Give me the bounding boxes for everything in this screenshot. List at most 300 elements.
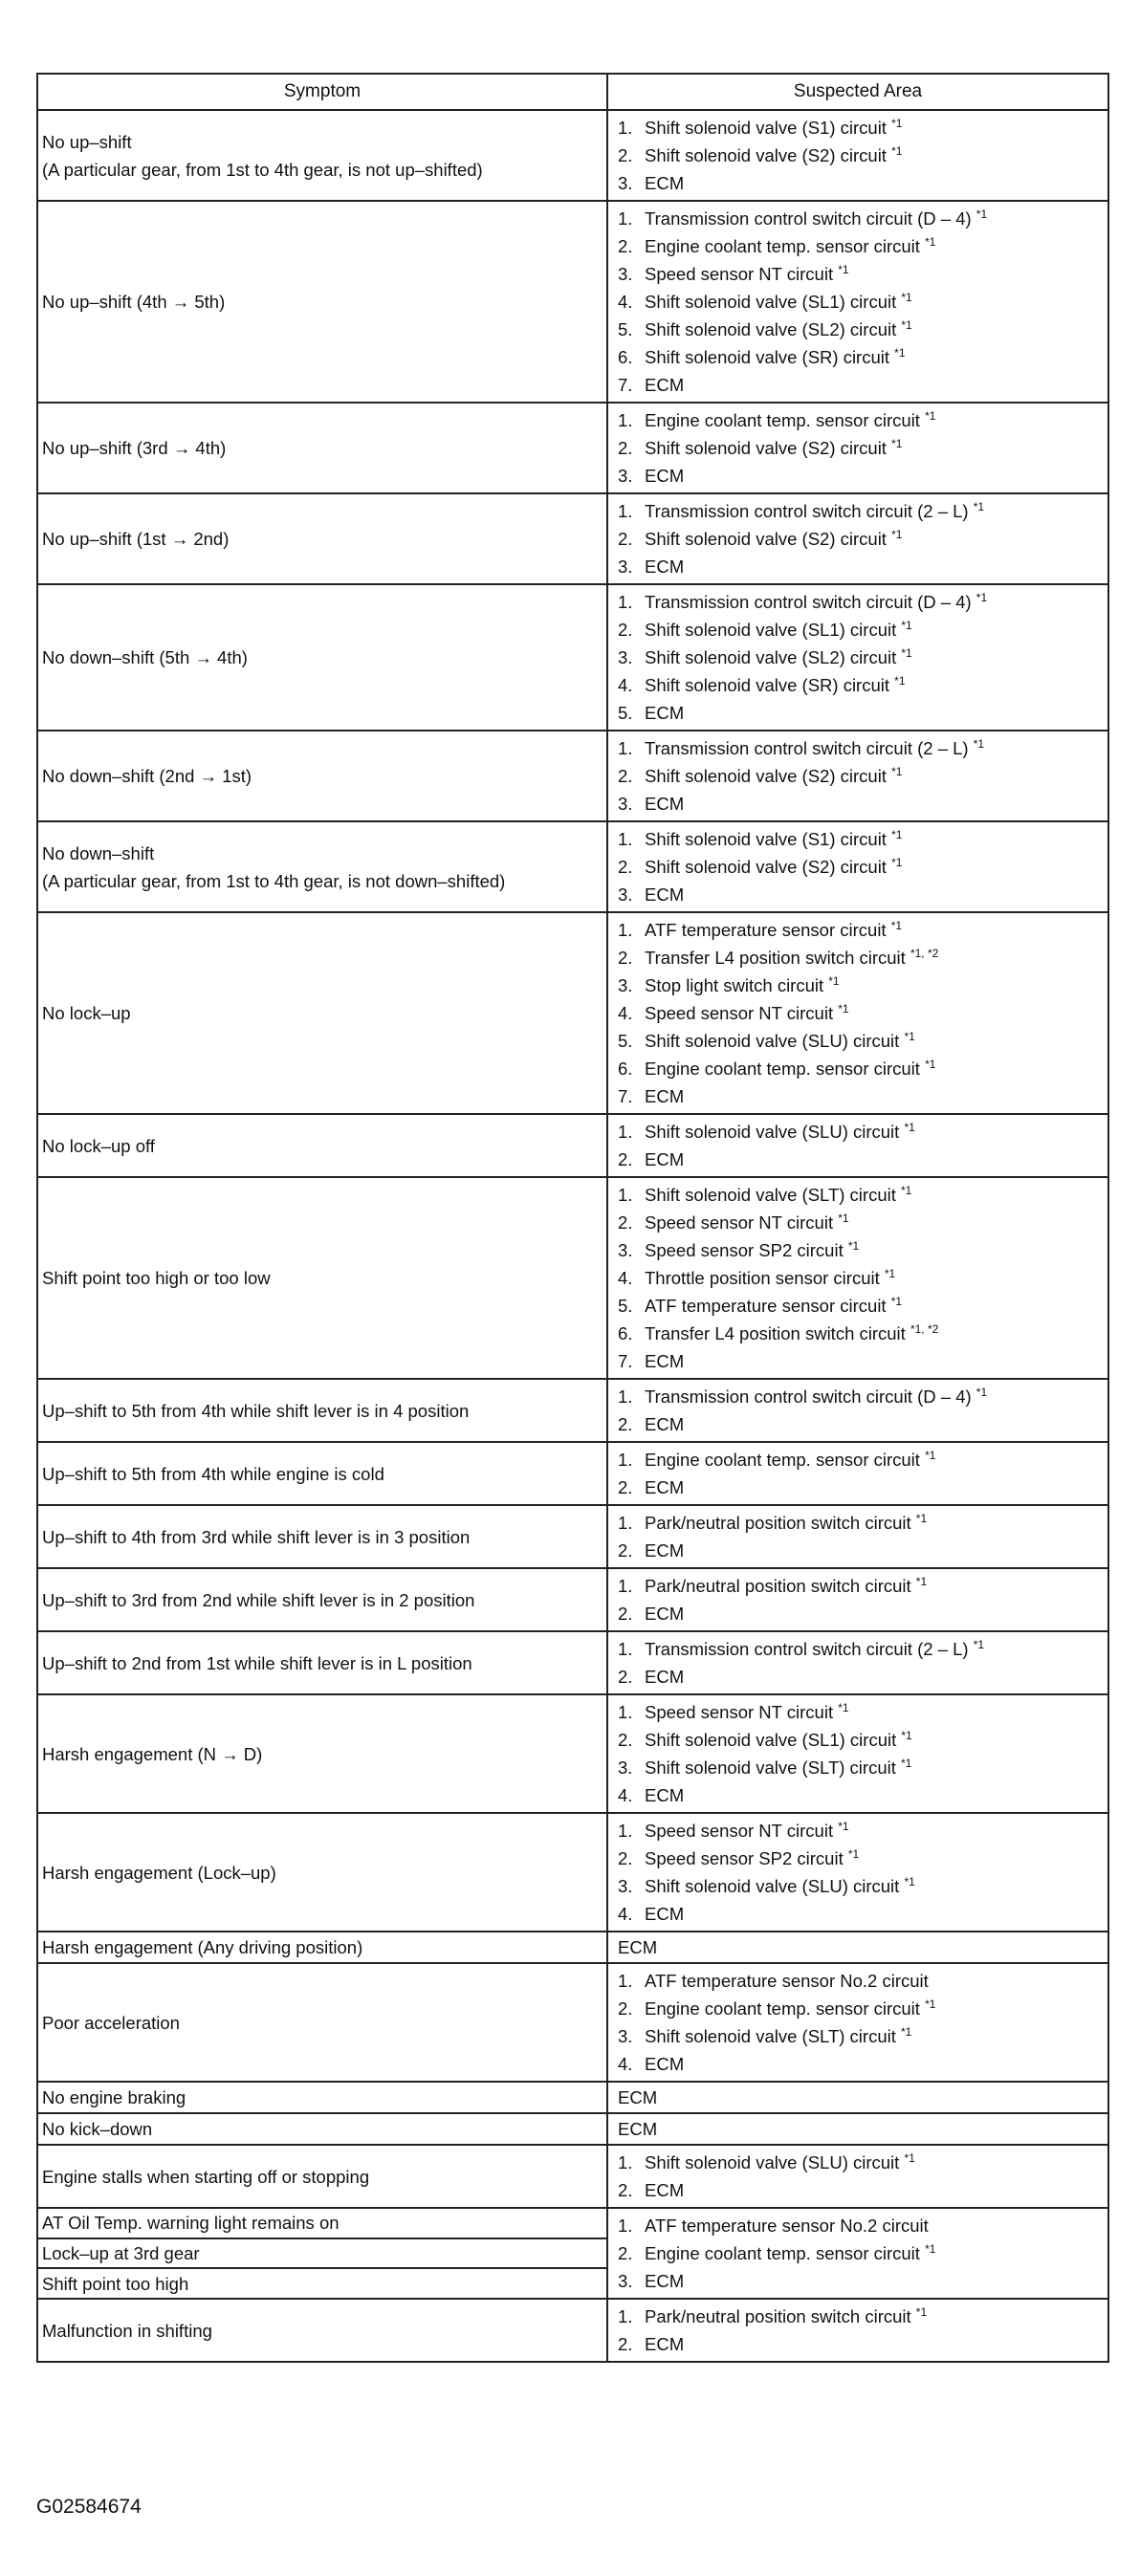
list-item — [618, 316, 1107, 343]
item-number: 3. — [618, 975, 633, 995]
suspected-area-cell — [607, 1568, 1108, 1631]
table-row — [37, 201, 1108, 403]
list-item — [618, 2330, 1107, 2358]
table-row — [37, 1442, 1108, 1505]
item-number: 1. — [618, 2216, 633, 2236]
table-row — [37, 1379, 1108, 1442]
item-text: ECM — [645, 884, 685, 905]
list-item — [618, 1446, 1107, 1474]
suspected-area-cell — [607, 584, 1108, 731]
footnote-mark: *1 — [891, 117, 903, 130]
list-item — [618, 2149, 1107, 2176]
list-item — [618, 1027, 1107, 1055]
footnote-mark: *1 — [901, 2025, 912, 2039]
suspected-area-list — [618, 1635, 1107, 1691]
item-number: 1. — [618, 1513, 633, 1533]
symptom-text: Up–shift to 5th from 4th while shift lever is in 4 position — [42, 1400, 470, 1421]
list-item — [618, 1754, 1107, 1781]
list-item — [618, 790, 1107, 818]
list-item — [618, 1181, 1107, 1209]
symptom-text: No up–shift (1st → 2nd) — [42, 529, 230, 549]
item-text: Shift solenoid valve (S2) circuit — [645, 145, 887, 165]
symptom-text: Shift point too high — [42, 2273, 189, 2294]
item-number: 1. — [618, 1971, 633, 1991]
footnote-mark: *1 — [915, 1512, 928, 1525]
list-item — [618, 114, 1107, 142]
list-item — [618, 169, 1107, 197]
item-number: 1. — [618, 738, 633, 758]
footnote-mark: *1 — [838, 1002, 849, 1015]
list-item — [618, 1537, 1107, 1564]
suspected-area-cell — [607, 1813, 1108, 1932]
item-number: 1. — [618, 2306, 633, 2326]
list-item — [618, 2176, 1107, 2204]
list-item — [618, 2267, 1107, 2295]
symptom-cell — [37, 1568, 607, 1631]
item-number: 7. — [618, 1351, 633, 1371]
symptom-cell — [37, 1694, 607, 1813]
symptom-text: No engine braking — [42, 2087, 186, 2107]
item-number: 2. — [618, 1540, 633, 1561]
suspected-area-cell — [607, 1442, 1108, 1505]
list-item — [618, 497, 1107, 525]
footnote-mark: *1 — [901, 318, 912, 332]
table-row — [37, 110, 1108, 201]
item-number: 2. — [618, 857, 633, 877]
footnote-mark: *1 — [891, 856, 903, 869]
list-item — [618, 142, 1107, 169]
item-text: Park/neutral position switch circuit — [645, 2306, 911, 2326]
item-number: 3. — [618, 1240, 633, 1260]
list-item — [618, 588, 1107, 616]
item-text: Shift solenoid valve (S2) circuit — [645, 766, 887, 786]
suspected-area-list — [618, 1181, 1107, 1375]
table-row — [37, 912, 1108, 1114]
item-number: 2. — [618, 1212, 633, 1233]
item-number: 4. — [618, 2054, 633, 2074]
item-text: Engine coolant temp. sensor circuit — [645, 2243, 920, 2263]
item-text: Stop light switch circuit — [645, 975, 824, 995]
footnote-mark: *1 — [925, 409, 936, 423]
symptom-text: No down–shift — [42, 842, 155, 863]
footnote-mark: *1 — [838, 1820, 849, 1833]
list-item — [618, 616, 1107, 644]
item-text: Engine coolant temp. sensor circuit — [645, 1059, 920, 1079]
item-number: 2. — [618, 2243, 633, 2263]
item-text: Transmission control switch circuit (D – 4) — [645, 1386, 972, 1407]
list-item — [618, 1509, 1107, 1537]
item-text: ECM — [645, 1540, 685, 1561]
list-item — [618, 1209, 1107, 1236]
table-row — [37, 731, 1108, 821]
item-number: 3. — [618, 884, 633, 905]
item-number: 2. — [618, 1730, 633, 1750]
item-text: Shift solenoid valve (S2) circuit — [645, 529, 887, 549]
footnote-mark: *1 — [976, 1386, 988, 1399]
suspected-area-list — [618, 2303, 1107, 2358]
suspected-area-cell — [607, 1631, 1108, 1694]
suspected-area-cell — [607, 1505, 1108, 1568]
suspected-area-cell: ECM — [607, 1932, 1108, 1963]
list-item — [618, 1383, 1107, 1410]
item-number: 2. — [618, 1414, 633, 1434]
symptom-text: Lock–up at 3rd gear — [42, 2242, 200, 2263]
footnote-mark: *1 — [976, 207, 988, 221]
symptom-text: No down–shift (5th → 4th) — [42, 647, 248, 667]
list-item — [618, 2050, 1107, 2078]
suspected-area-list — [618, 1118, 1107, 1173]
symptom-text: Up–shift to 2nd from 1st while shift lever is in L position — [42, 1652, 472, 1673]
item-text: ECM — [645, 173, 685, 193]
table-row — [37, 403, 1108, 493]
item-number: 4. — [618, 1785, 633, 1805]
item-text: ECM — [645, 2054, 685, 2074]
symptom-text: Up–shift to 5th from 4th while engine is cold — [42, 1463, 384, 1484]
table-body — [37, 110, 1108, 2362]
suspected-area-cell — [607, 1694, 1108, 1813]
item-number: 3. — [618, 1757, 633, 1778]
item-number: 2. — [618, 2334, 633, 2354]
item-text: Engine coolant temp. sensor circuit — [645, 236, 920, 256]
symptom-text: No up–shift (4th → 5th) — [42, 292, 226, 312]
item-number: 1. — [618, 118, 633, 138]
list-item — [618, 2303, 1107, 2330]
symptom-cell — [37, 201, 607, 403]
suspected-area-cell — [607, 912, 1108, 1114]
list-item — [618, 1055, 1107, 1082]
footnote-mark: *1 — [925, 2242, 936, 2256]
item-text: ECM — [645, 1604, 685, 1624]
list-item — [618, 462, 1107, 490]
list-item — [618, 944, 1107, 971]
item-text: Shift solenoid valve (SLU) circuit — [645, 1031, 900, 1051]
item-text: ECM — [645, 1086, 685, 1106]
list-item — [618, 1410, 1107, 1438]
symptom-table — [36, 73, 1109, 2363]
item-text: Transmission control switch circuit (D – 4) — [645, 208, 972, 229]
list-item — [618, 734, 1107, 762]
symptom-cell — [37, 1505, 607, 1568]
item-number: 3. — [618, 264, 633, 284]
table-row — [37, 1568, 1108, 1631]
symptom-cell — [37, 1932, 607, 1963]
suspected-area-cell — [607, 110, 1108, 201]
symptom-cell — [37, 403, 607, 493]
suspected-area-list — [618, 1383, 1107, 1438]
list-item — [618, 525, 1107, 553]
item-number: 1. — [618, 501, 633, 521]
item-text: Speed sensor NT circuit — [645, 1212, 834, 1233]
item-number: 4. — [618, 292, 633, 312]
figure-id: G02584674 — [36, 2496, 142, 2518]
symptom-cell — [37, 2268, 607, 2299]
suspected-area-cell — [607, 1963, 1108, 2082]
list-item — [618, 1698, 1107, 1726]
item-text: ECM — [645, 1904, 685, 1924]
suspected-area-cell: ECM — [607, 2082, 1108, 2113]
item-number: 1. — [618, 410, 633, 430]
suspected-area-cell — [607, 1177, 1108, 1379]
footnote-mark: *1 — [891, 144, 903, 158]
item-number: 6. — [618, 1059, 633, 1079]
table-row — [37, 1631, 1108, 1694]
footnote-mark: *1 — [838, 263, 849, 276]
symptom-cell — [37, 1177, 607, 1379]
footnote-mark: *1 — [901, 619, 912, 632]
footnote-mark: *1 — [973, 1638, 985, 1651]
table-row — [37, 584, 1108, 731]
symptom-text: Poor acceleration — [42, 2012, 180, 2033]
suspected-area-cell — [607, 731, 1108, 821]
list-item — [618, 343, 1107, 371]
suspected-area-list — [618, 1817, 1107, 1928]
list-item — [618, 1663, 1107, 1691]
list-item — [618, 1967, 1107, 1995]
item-number: 1. — [618, 1122, 633, 1142]
diagnosis-sheet — [36, 73, 1107, 2363]
table-row — [37, 1114, 1108, 1177]
list-item — [618, 1264, 1107, 1292]
item-text: Shift solenoid valve (S2) circuit — [645, 438, 887, 458]
list-item — [618, 371, 1107, 399]
footnote-mark: *1 — [891, 828, 903, 841]
list-item — [618, 232, 1107, 260]
footnote-mark: *1 — [904, 1875, 915, 1888]
table-row — [37, 493, 1108, 584]
item-number: 5. — [618, 319, 633, 339]
item-text: Shift solenoid valve (S1) circuit — [645, 118, 887, 138]
suspected-area-cell — [607, 493, 1108, 584]
table-row — [37, 2145, 1108, 2208]
item-number: 2. — [618, 1667, 633, 1687]
item-text: ECM — [645, 1667, 685, 1687]
item-text: Park/neutral position switch circuit — [645, 1576, 911, 1596]
item-number: 2. — [618, 2180, 633, 2200]
suspected-area-cell — [607, 821, 1108, 912]
item-number: 5. — [618, 1031, 633, 1051]
symptom-text: No up–shift (3rd → 4th) — [42, 438, 227, 458]
item-text: ECM — [645, 794, 685, 814]
item-number: 3. — [618, 2026, 633, 2046]
item-text: Shift solenoid valve (SLU) circuit — [645, 1122, 900, 1142]
item-text: Engine coolant temp. sensor circuit — [645, 410, 920, 430]
list-item — [618, 1082, 1107, 1110]
item-number: 3. — [618, 2271, 633, 2291]
item-text: ECM — [645, 2180, 685, 2200]
symptom-text: No kick–down — [42, 2119, 153, 2139]
symptom-cell — [37, 584, 607, 731]
item-text: ATF temperature sensor No.2 circuit — [645, 2216, 929, 2236]
item-text: Transmission control switch circuit (D – 4) — [645, 592, 972, 612]
suspected-area-cell — [607, 1379, 1108, 1442]
footnote-mark: *1 — [925, 1997, 936, 2011]
item-number: 3. — [618, 1876, 633, 1896]
symptom-text: Harsh engagement (N → D) — [42, 1743, 263, 1764]
item-number: 3. — [618, 557, 633, 577]
footnote-mark: *1, *2 — [910, 947, 939, 960]
list-item — [618, 916, 1107, 944]
footnote-mark: *1 — [894, 674, 906, 688]
item-number: 1. — [618, 1576, 633, 1596]
footnote-mark: *1 — [901, 291, 912, 304]
list-item — [618, 1995, 1107, 2022]
item-number: 7. — [618, 375, 633, 395]
item-number: 7. — [618, 1086, 633, 1106]
item-text: Shift solenoid valve (S1) circuit — [645, 829, 887, 849]
table-row — [37, 1177, 1108, 1379]
list-item — [618, 699, 1107, 727]
suspected-area-list — [618, 1572, 1107, 1627]
list-item — [618, 1600, 1107, 1627]
item-number: 1. — [618, 920, 633, 940]
list-item — [618, 260, 1107, 288]
item-number: 2. — [618, 620, 633, 640]
suspected-area-cell — [607, 1114, 1108, 1177]
list-item — [618, 881, 1107, 908]
footnote-mark: *1 — [890, 919, 903, 932]
symptom-text: Shift point too high or too low — [42, 1268, 271, 1288]
symptom-cell — [37, 2082, 607, 2113]
item-number: 4. — [618, 1268, 633, 1288]
item-number: 5. — [618, 703, 633, 723]
footnote-mark: *1 — [915, 1575, 928, 1588]
list-item — [618, 1474, 1107, 1501]
item-number: 3. — [618, 466, 633, 486]
footnote-mark: *1 — [925, 1058, 936, 1071]
symptom-cell — [37, 1813, 607, 1932]
item-text: ECM — [645, 1149, 685, 1169]
list-item — [618, 1118, 1107, 1146]
item-text: Shift solenoid valve (SLT) circuit — [645, 1757, 896, 1778]
item-number: 1. — [618, 1821, 633, 1841]
list-item — [618, 205, 1107, 232]
table-row — [37, 1963, 1108, 2082]
list-item — [618, 1347, 1107, 1375]
footnote-mark: *1 — [901, 1757, 912, 1770]
suspected-area-list — [618, 2149, 1107, 2204]
item-text: ATF temperature sensor circuit — [645, 920, 887, 940]
item-text: Transmission control switch circuit (2 – L) — [645, 501, 969, 521]
item-text: Throttle position sensor circuit — [645, 1268, 880, 1288]
suspected-area-list — [618, 1698, 1107, 1809]
suspected-area-cell — [607, 403, 1108, 493]
symptom-text: No lock–up off — [42, 1135, 155, 1156]
symptom-column-header: Symptom — [37, 74, 607, 110]
footnote-mark: *1 — [838, 1212, 849, 1225]
item-number: 2. — [618, 1149, 633, 1169]
suspected-area-list — [618, 114, 1107, 197]
item-number: 6. — [618, 1323, 633, 1343]
symptom-cell — [37, 1442, 607, 1505]
item-text: ECM — [645, 1414, 685, 1434]
footnote-mark: *1 — [847, 1847, 860, 1861]
item-number: 2. — [618, 948, 633, 968]
item-number: 2. — [618, 529, 633, 549]
item-text: ECM — [645, 557, 685, 577]
item-number: 2. — [618, 1477, 633, 1497]
footnote-mark: *1 — [925, 235, 936, 249]
list-item — [618, 825, 1107, 853]
list-item — [618, 1872, 1107, 1900]
footnote-mark: *1 — [838, 1701, 849, 1714]
suspected-area-cell — [607, 201, 1108, 403]
suspected-area-column-header: Suspected Area — [607, 74, 1108, 110]
item-number: 3. — [618, 794, 633, 814]
symptom-cell — [37, 2238, 607, 2269]
item-number: 4. — [618, 1904, 633, 1924]
item-text: Shift solenoid valve (SLT) circuit — [645, 1185, 896, 1205]
list-item — [618, 971, 1107, 999]
item-number: 3. — [618, 647, 633, 667]
item-text: Shift solenoid valve (SR) circuit — [645, 675, 890, 695]
item-text: Shift solenoid valve (SL1) circuit — [645, 1730, 897, 1750]
symptom-cell — [37, 731, 607, 821]
item-number: 1. — [618, 2152, 633, 2172]
item-number: 4. — [618, 1003, 633, 1023]
item-number: 1. — [618, 208, 633, 229]
item-text: ECM — [645, 703, 685, 723]
symptom-text: Harsh engagement (Lock–up) — [42, 1862, 276, 1883]
list-item — [618, 1146, 1107, 1173]
footnote-mark: *1 — [904, 1121, 915, 1134]
footnote-mark: *1 — [915, 2305, 928, 2319]
suspected-area-list — [618, 406, 1107, 490]
symptom-text: AT Oil Temp. warning light remains on — [42, 2213, 340, 2234]
list-item — [618, 1726, 1107, 1754]
item-number: 2. — [618, 145, 633, 165]
suspected-area-list — [618, 1509, 1107, 1564]
footnote-mark: *1 — [925, 1449, 936, 1462]
suspected-area-cell — [607, 2145, 1108, 2208]
list-item — [618, 1236, 1107, 1264]
symptom-cell — [37, 493, 607, 584]
suspected-area-list — [618, 497, 1107, 580]
footnote-mark: *1 — [847, 1239, 860, 1253]
symptom-text: No up–shift — [42, 131, 132, 152]
item-number: 1. — [618, 1185, 633, 1205]
item-number: 2. — [618, 1998, 633, 2019]
item-text: Speed sensor SP2 circuit — [645, 1240, 844, 1260]
item-number: 4. — [618, 675, 633, 695]
item-text: Shift solenoid valve (SL1) circuit — [645, 620, 897, 640]
symptom-text: Malfunction in shifting — [42, 2320, 212, 2341]
list-item — [618, 644, 1107, 671]
item-text: Park/neutral position switch circuit — [645, 1513, 911, 1533]
suspected-area-list — [618, 205, 1107, 399]
item-text: Transmission control switch circuit (2 – L) — [645, 1639, 969, 1659]
item-text: ATF temperature sensor No.2 circuit — [645, 1971, 929, 1991]
list-item — [618, 1635, 1107, 1663]
symptom-cell — [37, 2145, 607, 2208]
list-item — [618, 2212, 1107, 2239]
footnote-mark: *1 — [891, 437, 903, 450]
suspected-area-cell — [607, 2299, 1108, 2362]
list-item — [618, 671, 1107, 699]
list-item — [618, 1817, 1107, 1845]
symptom-cell — [37, 2113, 607, 2145]
symptom-cell — [37, 110, 607, 201]
item-text: ECM — [645, 2334, 685, 2354]
symptom-text: Up–shift to 3rd from 2nd while shift lever is in 2 position — [42, 1589, 475, 1610]
item-text: Transfer L4 position switch circuit — [645, 1323, 906, 1343]
item-number: 1. — [618, 1386, 633, 1407]
item-text: Shift solenoid valve (SLU) circuit — [645, 1876, 900, 1896]
item-text: Speed sensor NT circuit — [645, 264, 834, 284]
item-text: ECM — [645, 466, 685, 486]
list-item — [618, 1845, 1107, 1872]
footnote-mark: *1 — [891, 765, 903, 778]
symptom-text: (A particular gear, from 1st to 4th gear, is not down–shifted) — [42, 870, 506, 891]
